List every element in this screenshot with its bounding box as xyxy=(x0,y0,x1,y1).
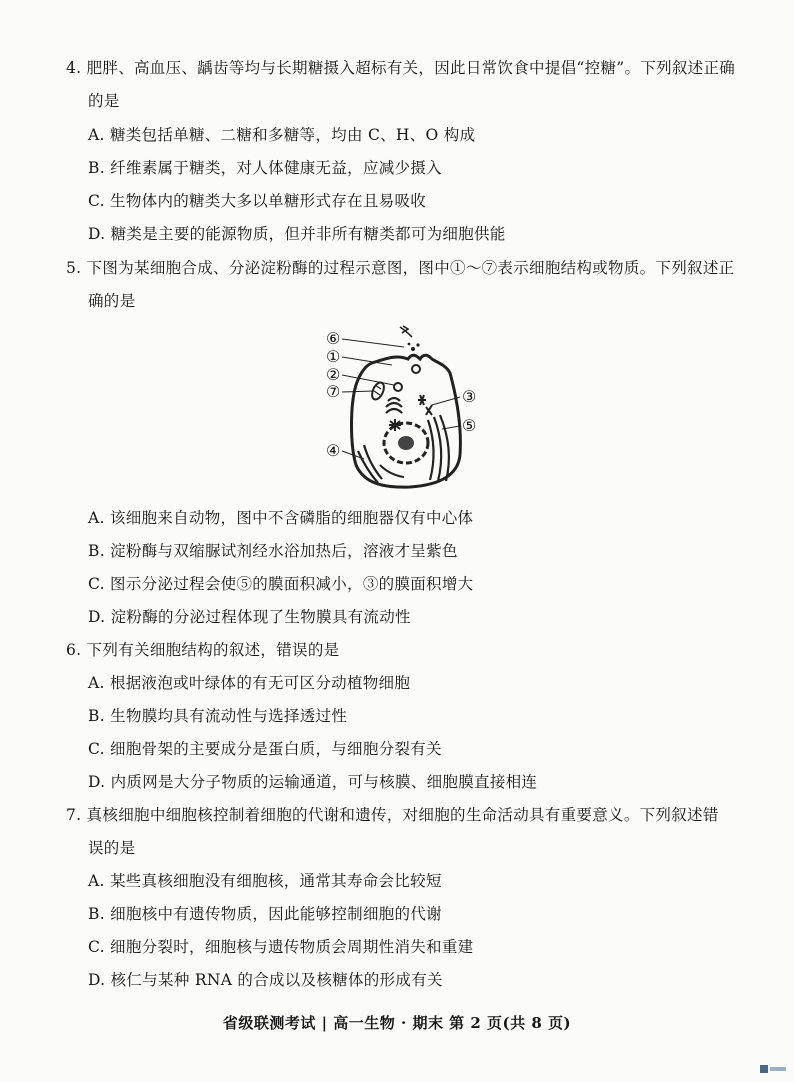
q5-option-d: D. 淀粉酶的分泌过程体现了生物膜具有流动性 xyxy=(88,608,411,626)
q4-option-a: A. 糖类包括单糖、二糖和多糖等，均由 C、H、O 构成 xyxy=(88,126,476,144)
q7-stem-line2: 误的是 xyxy=(88,839,136,857)
q7-option-c: C. 细胞分裂时，细胞核与遗传物质会周期性消失和重建 xyxy=(88,938,474,956)
q6-stem: 6. 下列有关细胞结构的叙述，错误的是 xyxy=(66,641,340,659)
label-2: ② xyxy=(326,365,341,384)
q5-option-b: B. 淀粉酶与双缩脲试剂经水浴加热后，溶液才呈紫色 xyxy=(88,542,458,560)
label-6: ⑥ xyxy=(326,329,341,348)
label-5: ⑤ xyxy=(462,416,477,435)
q5-stem-line2: 确的是 xyxy=(88,292,136,310)
label-1: ① xyxy=(326,347,341,366)
page-footer: 省级联测考试 | 高一生物 · 期末 第 2 页(共 8 页) xyxy=(222,1014,572,1032)
label-7: ⑦ xyxy=(326,382,341,401)
q4-option-b: B. 纤维素属于糖类，对人体健康无益，应减少摄入 xyxy=(88,159,442,177)
q7-option-b: B. 细胞核中有遗传物质，因此能够控制细胞的代谢 xyxy=(88,905,442,923)
q4-option-d: D. 糖类是主要的能源物质，但并非所有糖类都可为细胞供能 xyxy=(88,225,506,243)
q4-option-c: C. 生物体内的糖类大多以单糖形式存在且易吸收 xyxy=(88,192,427,210)
q6-option-d: D. 内质网是大分子物质的运输通道，可与核膜、细胞膜直接相连 xyxy=(88,773,538,791)
q6-option-a: A. 根据液泡或叶绿体的有无可区分动植物细胞 xyxy=(88,674,411,692)
label-4: ④ xyxy=(326,441,341,460)
q4-stem-line1: 4. 肥胖、高血压、龋齿等均与长期糖摄入超标有关，因此日常饮食中提倡“控糖”。下列叙述正确 xyxy=(66,59,736,77)
q5-option-a: A. 该细胞来自动物，图中不含磷脂的细胞器仅有中心体 xyxy=(88,509,474,527)
q4-stem-line2: 的是 xyxy=(88,92,120,110)
q5-option-c: C. 图示分泌过程会使⑤的膜面积减小，③的膜面积增大 xyxy=(88,575,474,593)
label-3: ③ xyxy=(462,387,477,406)
cell-secretion-diagram xyxy=(320,325,490,500)
q6-option-b: B. 生物膜均具有流动性与选择透过性 xyxy=(88,707,348,725)
q6-option-c: C. 细胞骨架的主要成分是蛋白质，与细胞分裂有关 xyxy=(88,740,442,758)
q7-option-d: D. 核仁与某种 RNA 的合成以及核糖体的形成有关 xyxy=(88,971,443,989)
watermark-logo xyxy=(760,1064,786,1076)
q5-stem-line1: 5. 下图为某细胞合成、分泌淀粉酶的过程示意图，图中①～⑦表示细胞结构或物质。下列叙述正 xyxy=(66,259,735,277)
q7-option-a: A. 某些真核细胞没有细胞核，通常其寿命会比较短 xyxy=(88,872,442,890)
q7-stem-line1: 7. 真核细胞中细胞核控制着细胞的代谢和遗传，对细胞的生命活动具有重要意义。下列叙述错 xyxy=(66,806,719,824)
